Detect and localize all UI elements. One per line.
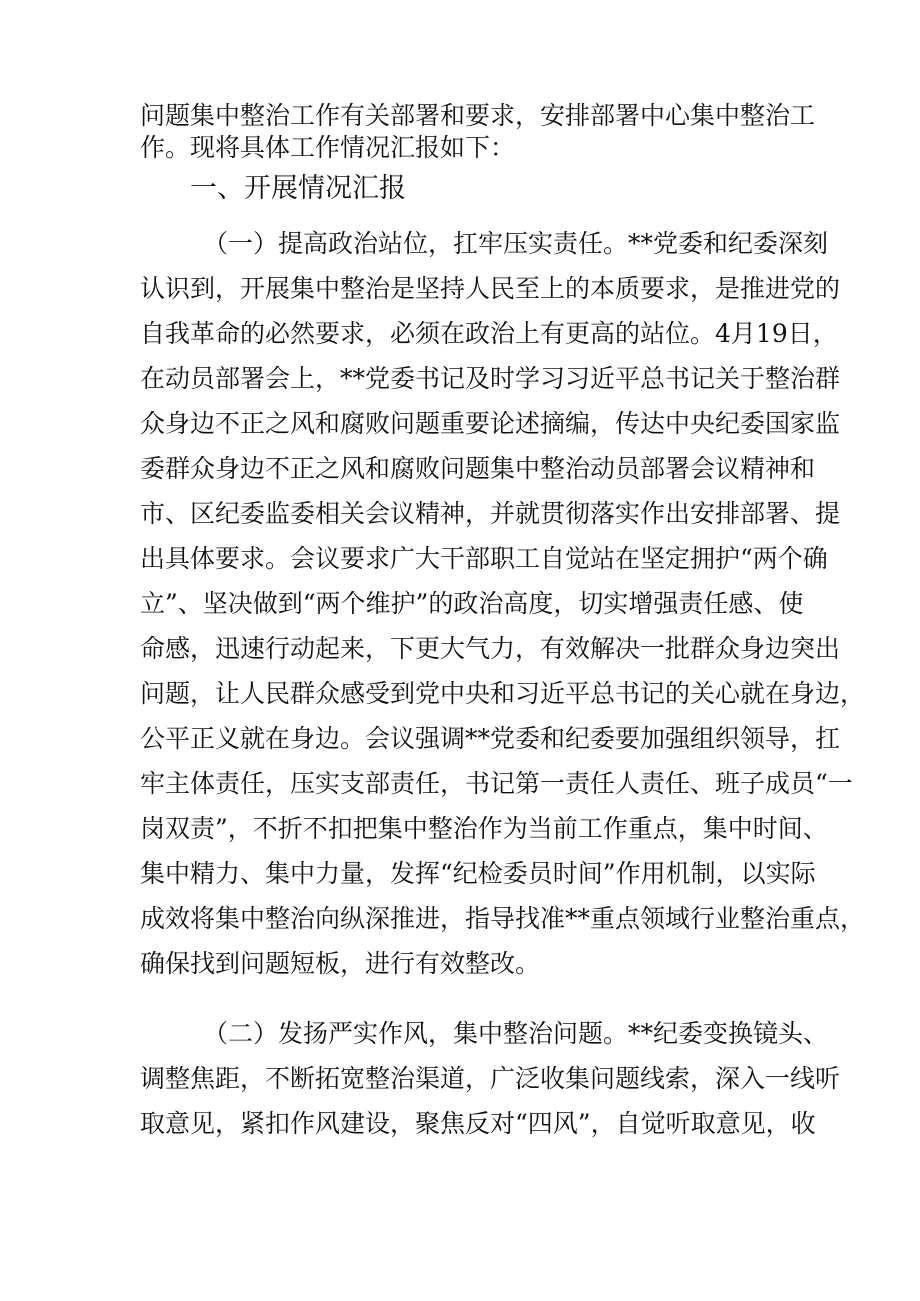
paragraph1-line-13: 牢主体责任，压实支部责任，书记第一责任人责任、班子成员“一	[140, 769, 853, 798]
paragraph1-line-7: 市、区纪委监委相关会议精神，并就贯彻落实作出安排部署、提	[140, 499, 841, 528]
paragraph1-line-17: 确保找到问题短板，进行有效整改。	[140, 949, 541, 978]
intro-line-2: 作。现将具体工作情况汇报如下：	[140, 133, 516, 162]
section-heading: 一、开展情况汇报	[190, 173, 406, 204]
paragraph2-line-2: 调整焦距，不断拓宽整治渠道，广泛收集问题线索，深入一线听	[140, 1064, 841, 1093]
intro-line-1: 问题集中整治工作有关部署和要求，安排部署中心集中整治工	[140, 101, 816, 130]
paragraph1-line-10: 命感，迅速行动起来，下更大气力，有效解决一批群众身边突出	[140, 634, 841, 663]
paragraph2-line-3: 取意见，紧扣作风建设，聚焦反对“四风”，自觉听取意见，收	[140, 1109, 816, 1138]
paragraph1-line-5: 众身边不正之风和腐败问题重要论述摘编，传达中央纪委国家监	[140, 409, 841, 438]
paragraph1-line-14: 岗双责”，不折不扣把集中整治作为当前工作重点，集中时间、	[140, 814, 828, 843]
paragraph1-line-6: 委群众身边不正之风和腐败问题集中整治动员部署会议精神和	[140, 454, 816, 483]
paragraph1-line-3: 自我革命的必然要求，必须在政治上有更高的站位。4月19日，	[140, 319, 838, 348]
paragraph1-line-2: 认识到，开展集中整治是坚持人民至上的本质要求，是推进党的	[140, 274, 841, 303]
paragraph2-line-1: （二）发扬严实作风，集中整治问题。**纪委变换镜头、	[203, 1019, 829, 1048]
paragraph1-line-9: 立”、坚决做到“两个维护”的政治高度，切实增强责任感、使	[140, 589, 804, 618]
paragraph1-line-8: 出具体要求。会议要求广大干部职工自觉站在坚定拥护“两个确	[140, 544, 828, 573]
paragraph1-line-4: 在动员部署会上，**党委书记及时学习习近平总书记关于整治群	[140, 364, 841, 393]
paragraph1-line-15: 集中精力、集中力量，发挥“纪检委员时间”作用机制，以实际	[140, 859, 816, 888]
paragraph1-line-1: （一）提高政治站位，扛牢压实责任。**党委和纪委深刻	[203, 229, 829, 258]
paragraph1-line-11: 问题，让人民群众感受到党中央和习近平总书记的关心就在身边，	[140, 679, 866, 708]
paragraph1-line-12: 公平正义就在身边。会议强调**党委和纪委要加强组织领导，扛	[140, 724, 841, 753]
paragraph1-line-16: 成效将集中整治向纵深推进，指导找准**重点领域行业整治重点，	[140, 904, 866, 933]
